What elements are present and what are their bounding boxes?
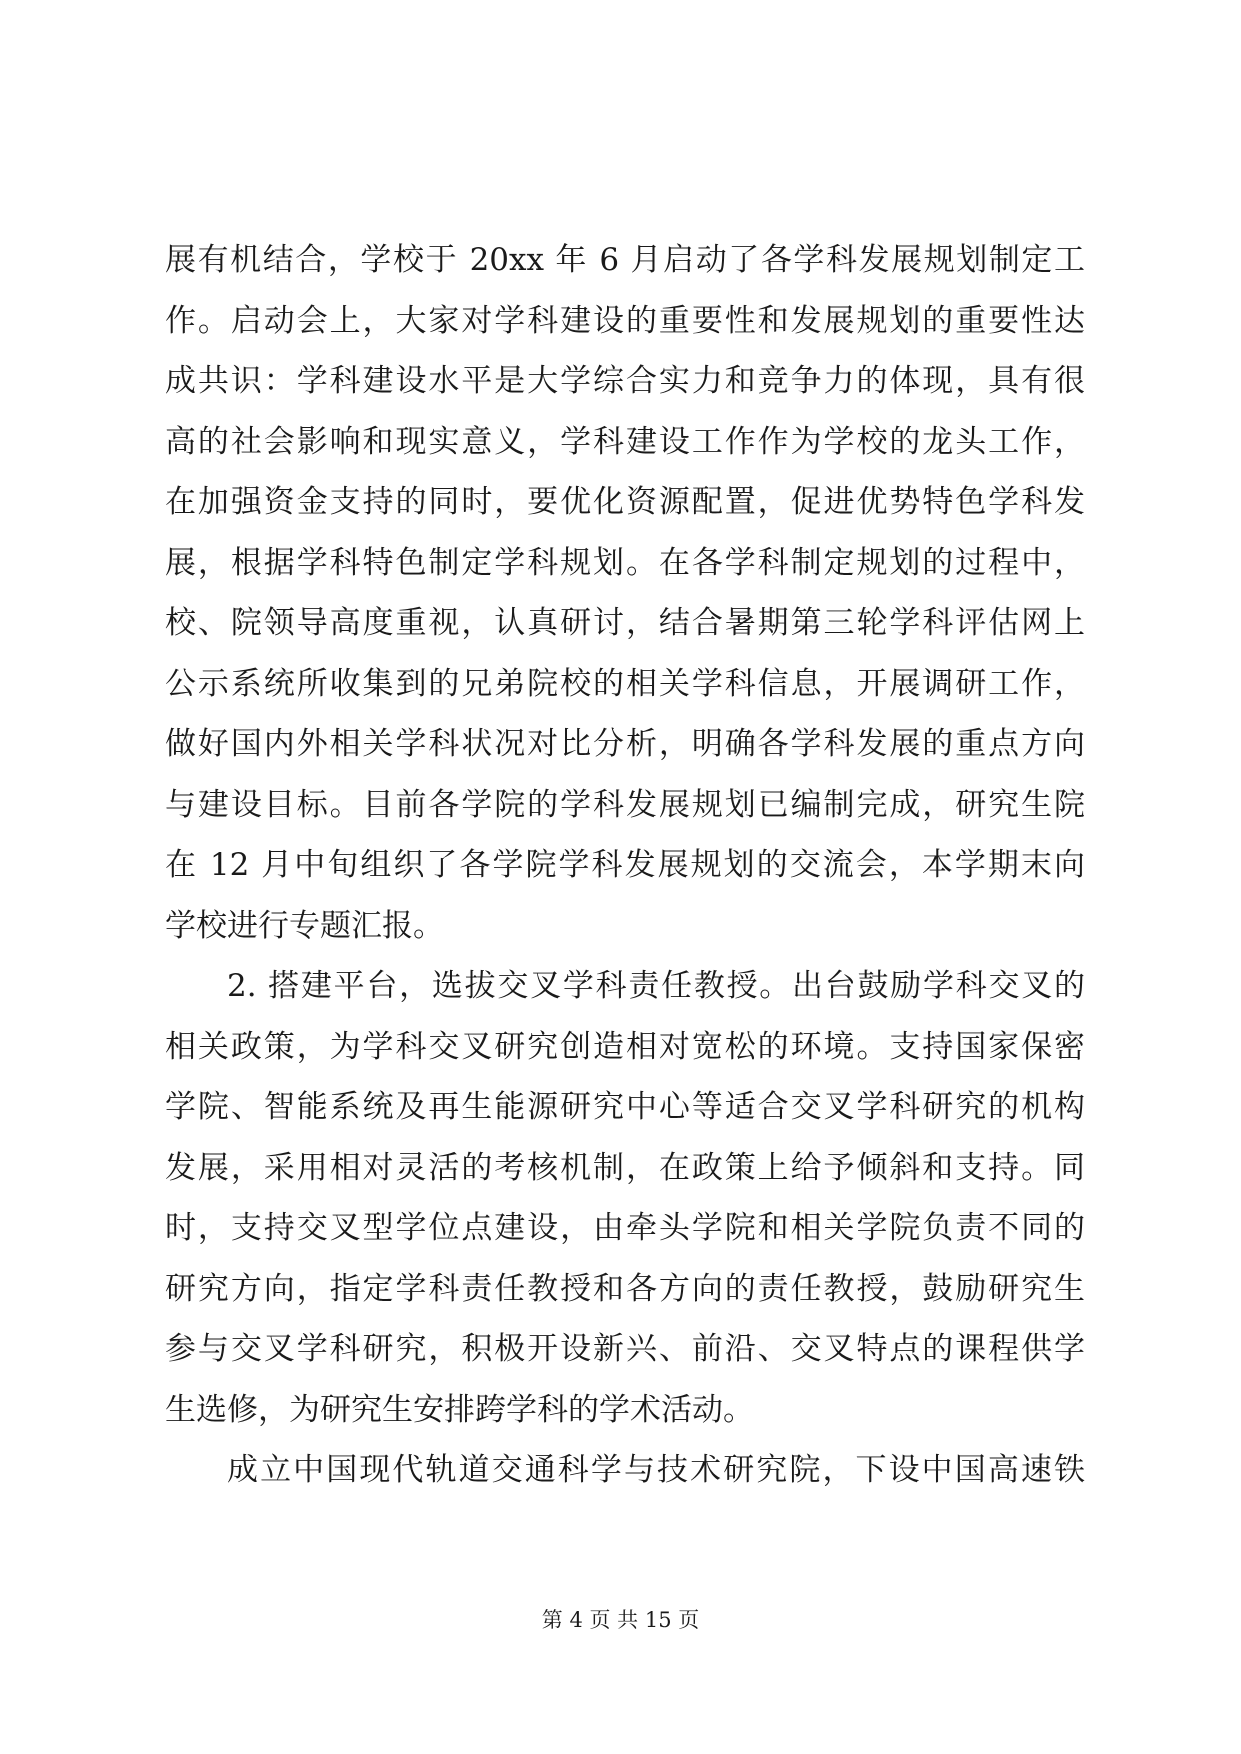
text-line: 研究方向，指定学科责任教授和各方向的责任教授，鼓励研究生: [165, 1270, 1085, 1307]
text-line: 成立中国现代轨道交通科学与技术研究院，下设中国高速铁: [227, 1452, 1085, 1488]
text-line: 成共识：学科建设水平是大学综合实力和竞争力的体现，具有很: [165, 363, 1085, 399]
text-line: 展有机结合，学校于 20xx 年 6 月启动了各学科发展规划制定工: [165, 242, 1085, 278]
text-line: 公示系统所收集到的兄弟院校的相关学科信息，开展调研工作，: [165, 665, 1085, 702]
text-line: 作。启动会上，大家对学科建设的重要性和发展规划的重要性达: [165, 302, 1085, 339]
page-footer: [0, 1605, 1241, 1635]
text-line: 2. 搭建平台，选拔交叉学科责任教授。出台鼓励学科交叉的: [227, 968, 1085, 1004]
document-body: [165, 230, 1085, 1501]
text-line: 做好国内外相关学科状况对比分析，明确各学科发展的重点方向: [165, 726, 1085, 762]
text-line: 时，支持交叉型学位点建设，由牵头学院和相关学院负责不同的: [165, 1210, 1085, 1246]
text-line: 参与交叉学科研究，积极开设新兴、前沿、交叉特点的课程供学: [165, 1331, 1085, 1367]
text-line: 与建设目标。目前各学院的学科发展规划已编制完成，研究生院: [165, 786, 1085, 823]
page-number: 第 4 页 共 15 页: [541, 1608, 700, 1632]
text-line: 高的社会影响和现实意义，学科建设工作作为学校的龙头工作，: [165, 423, 1085, 460]
text-line: 发展，采用相对灵活的考核机制，在政策上给予倾斜和支持。同: [165, 1149, 1085, 1186]
text-line: 在加强资金支持的同时，要优化资源配置，促进优势特色学科发: [165, 484, 1085, 520]
text-line: 生选修，为研究生安排跨学科的学术活动。: [165, 1391, 754, 1428]
text-line: 学校进行专题汇报。: [165, 907, 444, 944]
text-line: 校、院领导高度重视，认真研讨，结合暑期第三轮学科评估网上: [165, 605, 1085, 641]
text-line: 在 12 月中旬组织了各学院学科发展规划的交流会，本学期末向: [165, 847, 1085, 883]
text-line: 学院、智能系统及再生能源研究中心等适合交叉学科研究的机构: [165, 1089, 1085, 1125]
text-line: 相关政策，为学科交叉研究创造相对宽松的环境。支持国家保密: [165, 1028, 1085, 1065]
text-line: 展，根据学科特色制定学科规划。在各学科制定规划的过程中，: [165, 544, 1085, 581]
